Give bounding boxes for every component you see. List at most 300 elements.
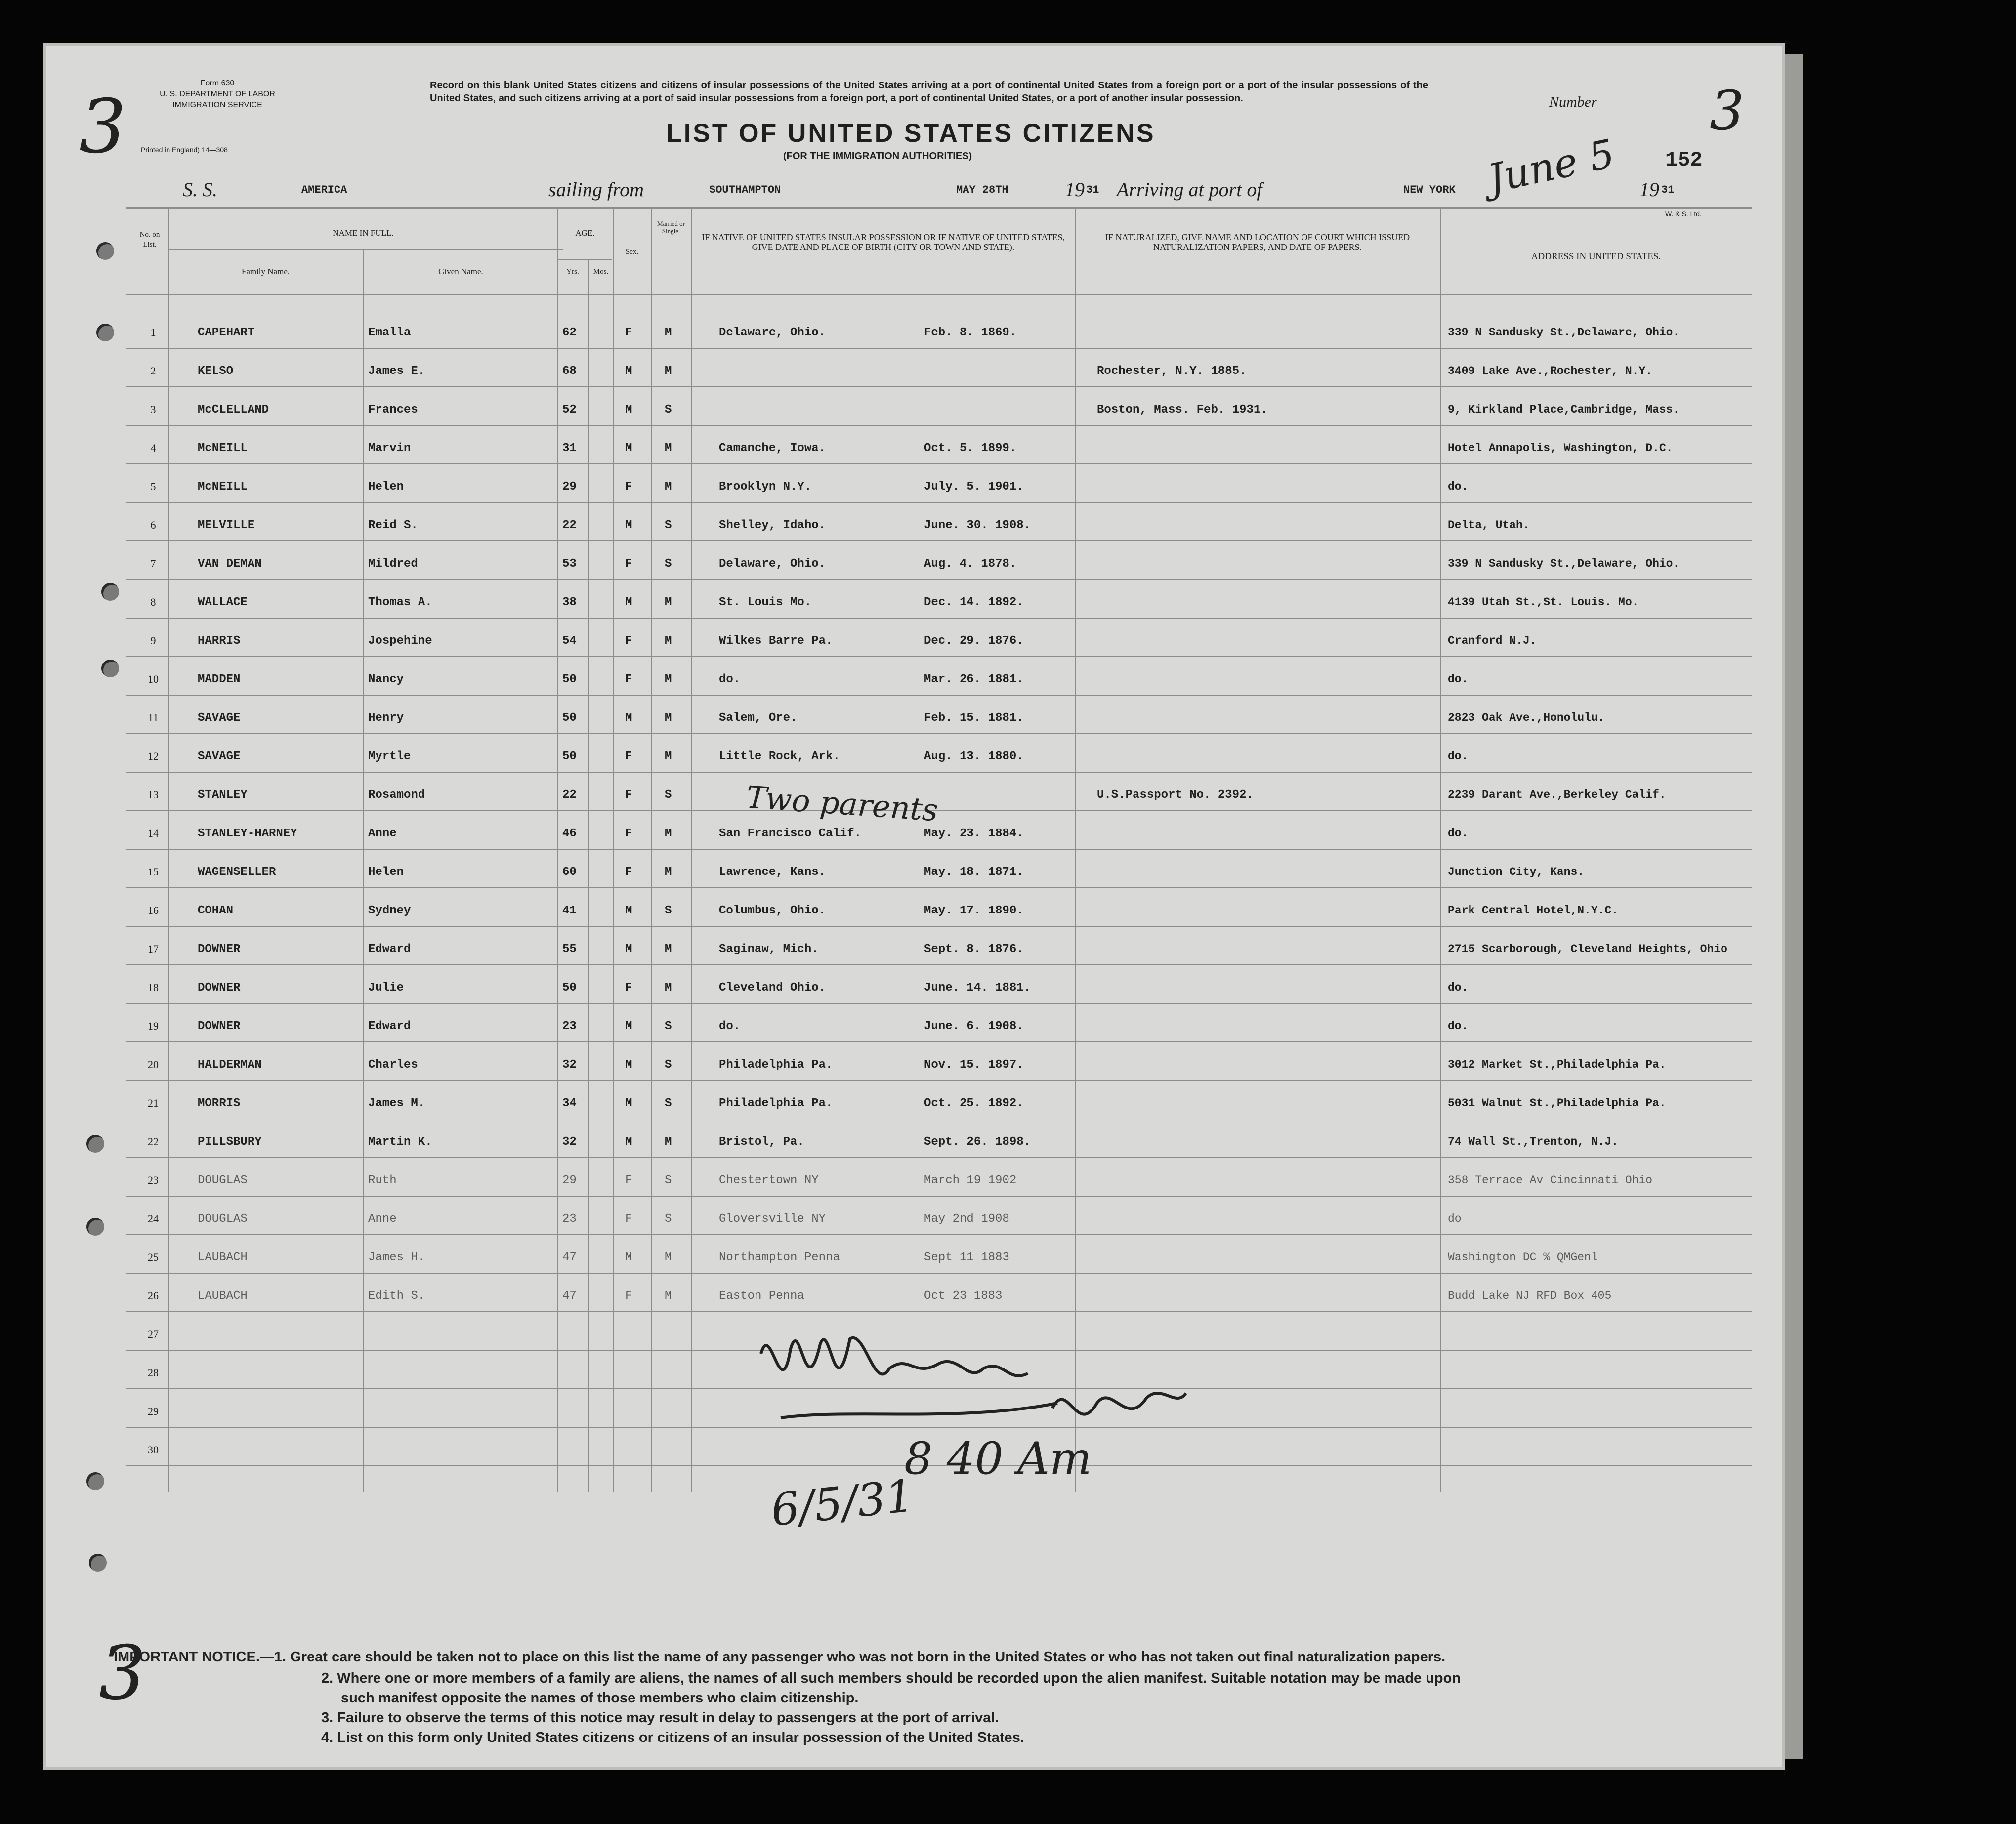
table-header-rule — [126, 294, 1752, 295]
row-given-name: Anne — [368, 1212, 397, 1226]
row-birth-place: Cleveland Ohio. — [719, 981, 826, 995]
departure-date: MAY 28TH — [956, 184, 1008, 196]
row-given-name: Martin K. — [368, 1135, 432, 1149]
notice-item-2: 2. Where one or more members of a family are aliens, the names of all such members should be recorded upon the alien manifest. Suitable notation may be made upon — [321, 1670, 1461, 1686]
row-family-name: VAN DEMAN — [198, 557, 262, 571]
arrival-year-prefix: 19 — [1639, 178, 1659, 201]
row-number: 8 — [150, 596, 156, 608]
row-number: 28 — [148, 1367, 159, 1379]
col-yrs: Yrs. — [566, 268, 579, 276]
row-birth-place: Chestertown NY — [719, 1174, 819, 1187]
row-age: 53 — [562, 557, 577, 571]
row-address: 3012 Market St.,Philadelphia Pa. — [1448, 1058, 1666, 1071]
row-rule — [126, 425, 1752, 426]
row-family-name: HARRIS — [198, 634, 241, 648]
row-rule — [126, 810, 1752, 811]
row-number: 19 — [148, 1020, 159, 1032]
row-family-name: MELVILLE — [198, 519, 255, 532]
notice-heading: IMPORTANT NOTICE. — [114, 1649, 260, 1665]
row-number: 21 — [148, 1097, 159, 1109]
row-sex: F — [625, 326, 632, 339]
row-birth-place: Lawrence, Kans. — [719, 866, 826, 879]
row-age: 50 — [562, 673, 577, 686]
binder-hole — [86, 1218, 104, 1236]
binder-hole — [86, 1135, 104, 1153]
row-sex: F — [625, 866, 632, 879]
row-marital-status: S — [665, 1020, 672, 1033]
row-marital-status: S — [665, 904, 672, 917]
two-parents-note: Two parents — [745, 779, 939, 829]
row-family-name: SAVAGE — [198, 750, 241, 763]
departure-year: 31 — [1086, 184, 1099, 196]
row-rule — [126, 964, 1752, 965]
row-rule — [126, 849, 1752, 850]
row-number: 1 — [150, 326, 156, 338]
binder-hole — [96, 242, 114, 260]
row-family-name: KELSO — [198, 365, 234, 378]
row-marital-status: M — [665, 750, 672, 763]
row-given-name: Jospehine — [368, 634, 432, 648]
row-family-name: STANLEY — [198, 788, 248, 802]
row-family-name: DOWNER — [198, 1020, 241, 1033]
row-age: 68 — [562, 365, 577, 378]
row-given-name: James M. — [368, 1097, 425, 1110]
ss-label: S. S. — [183, 178, 217, 201]
row-family-name: DOUGLAS — [198, 1212, 248, 1226]
row-given-name: Henry — [368, 711, 404, 725]
row-sex: M — [625, 943, 632, 956]
row-age: 22 — [562, 788, 577, 802]
row-rule — [126, 386, 1752, 387]
row-birth-date: March 19 1902 — [924, 1174, 1017, 1187]
row-family-name: STANLEY-HARNEY — [198, 827, 297, 840]
row-rule — [126, 772, 1752, 773]
row-given-name: Emalla — [368, 326, 411, 339]
row-birth-place: Camanche, Iowa. — [719, 442, 826, 455]
col-given: Given Name. — [438, 267, 483, 276]
notice-line-1 — [114, 1648, 1445, 1666]
row-family-name: COHAN — [198, 904, 234, 917]
row-birth-date: Sept 11 1883 — [924, 1251, 1009, 1264]
row-age: 52 — [562, 403, 577, 416]
row-sex: F — [625, 1212, 632, 1226]
row-age: 29 — [562, 1174, 577, 1187]
page-edge — [1785, 54, 1803, 1759]
notice-item-4: 4. List on this form only United States citizens or citizens of an insular possession of the United States. — [321, 1730, 1024, 1745]
row-family-name: LAUBACH — [198, 1251, 248, 1264]
row-number: 2 — [150, 365, 156, 377]
row-birth-date: Oct 23 1883 — [924, 1289, 1003, 1303]
row-number: 9 — [150, 634, 156, 647]
row-rule — [126, 695, 1752, 696]
row-marital-status: M — [665, 1251, 672, 1264]
row-marital-status: M — [665, 442, 672, 455]
row-marital-status: S — [665, 1212, 672, 1226]
row-number: 6 — [150, 519, 156, 531]
row-birth-place: Easton Penna — [719, 1289, 804, 1303]
row-address: do — [1448, 1212, 1462, 1225]
row-address: 339 N Sandusky St.,Delaware, Ohio. — [1448, 557, 1680, 570]
row-number: 13 — [148, 788, 159, 801]
row-address: 2823 Oak Ave.,Honolulu. — [1448, 711, 1605, 724]
row-birth-date: Dec. 14. 1892. — [924, 596, 1024, 609]
row-sex: F — [625, 673, 632, 686]
row-rule — [126, 1003, 1752, 1004]
col-divider-naturalized — [1440, 207, 1441, 1492]
row-marital-status: M — [665, 1289, 672, 1303]
inspection-date: 6/5/31 — [768, 1470, 917, 1536]
row-family-name: DOUGLAS — [198, 1174, 248, 1187]
row-family-name: MADDEN — [198, 673, 241, 686]
row-rule — [126, 618, 1752, 619]
row-given-name: Rosamond — [368, 788, 425, 802]
notice-item-2-cont: such manifest opposite the names of those members who claim citizenship. — [341, 1690, 859, 1706]
row-given-name: Helen — [368, 866, 404, 879]
row-family-name: McCLELLAND — [198, 403, 269, 416]
row-given-name: Charles — [368, 1058, 418, 1072]
row-address: do. — [1448, 480, 1469, 493]
row-given-name: Julie — [368, 981, 404, 995]
row-number: 5 — [150, 480, 156, 493]
row-marital-status: S — [665, 1097, 672, 1110]
row-birth-date: May 2nd 1908 — [924, 1212, 1009, 1226]
row-marital-status: S — [665, 557, 672, 571]
row-marital-status: S — [665, 788, 672, 802]
form-number: Form 630 — [200, 79, 235, 87]
age-subheader-rule — [557, 259, 612, 260]
row-marital-status: M — [665, 365, 672, 378]
row-age: 62 — [562, 326, 577, 339]
col-divider-no — [168, 207, 169, 1492]
row-family-name: WALLACE — [198, 596, 248, 609]
arrival-date-handwritten: June 5 — [1484, 130, 1619, 202]
row-marital-status: M — [665, 866, 672, 879]
row-birth-date: May. 18. 1871. — [924, 866, 1024, 879]
row-address: 2239 Darant Ave.,Berkeley Calif. — [1448, 788, 1666, 801]
row-family-name: DOWNER — [198, 943, 241, 956]
row-rule — [126, 1157, 1752, 1158]
row-address: Park Central Hotel,N.Y.C. — [1448, 904, 1619, 917]
notice-item-1: —1. Great care should be taken not to place on this list the name of any passenger who was not born in the United States or who has not taken out final naturalization papers. — [259, 1649, 1446, 1665]
row-sex: F — [625, 1289, 632, 1303]
row-address: Washington DC % QMGenl — [1448, 1251, 1598, 1264]
row-address: 2715 Scarborough, Cleveland Heights, Ohio — [1448, 943, 1727, 955]
row-address: Junction City, Kans. — [1448, 866, 1585, 878]
row-marital-status: M — [665, 711, 672, 725]
row-given-name: Edith S. — [368, 1289, 425, 1303]
row-family-name: WAGENSELLER — [198, 866, 276, 879]
row-number: 23 — [148, 1174, 159, 1186]
row-given-name: Anne — [368, 827, 397, 840]
row-number: 10 — [148, 673, 159, 685]
col-naturalized: IF NATURALIZED, GIVE NAME AND LOCATION OF COURT WHICH ISSUED NATURALIZATION PAPERS, AND DATE OF PAPERS. — [1105, 232, 1410, 252]
col-age: AGE. — [575, 228, 595, 238]
row-birth-date: Aug. 13. 1880. — [924, 750, 1024, 763]
year-prefix: 19 — [1065, 178, 1085, 201]
arrival-port: NEW YORK — [1403, 184, 1456, 196]
row-given-name: Nancy — [368, 673, 404, 686]
number-value: 3 — [1710, 79, 1744, 142]
row-address: Budd Lake NJ RFD Box 405 — [1448, 1289, 1612, 1302]
row-rule — [126, 348, 1752, 349]
row-address: 5031 Walnut St.,Philadelphia Pa. — [1448, 1097, 1666, 1110]
row-marital-status: M — [665, 1135, 672, 1149]
binder-hole — [96, 324, 114, 341]
row-sex: M — [625, 519, 632, 532]
row-age: 23 — [562, 1212, 577, 1226]
row-birth-place: Philadelphia Pa. — [719, 1097, 833, 1110]
col-divider-age — [613, 207, 614, 1492]
table-top-rule — [126, 207, 1752, 209]
row-sex: M — [625, 365, 632, 378]
printer-mark: W. & S. Ltd. — [1665, 210, 1702, 218]
row-birth-date: Nov. 15. 1897. — [924, 1058, 1024, 1072]
binder-hole — [86, 1472, 104, 1490]
row-rule — [126, 579, 1752, 580]
row-number: 14 — [148, 827, 159, 839]
row-birth-date: Aug. 4. 1878. — [924, 557, 1017, 571]
row-marital-status: M — [665, 326, 672, 339]
row-age: 50 — [562, 750, 577, 763]
col-sex: Sex. — [625, 248, 639, 256]
row-address: 358 Terrace Av Cincinnati Ohio — [1448, 1174, 1653, 1187]
col-divider-native — [1075, 207, 1076, 1492]
row-marital-status: S — [665, 519, 672, 532]
row-sex: F — [625, 827, 632, 840]
col-mos: Mos. — [593, 268, 609, 276]
row-birth-place: Philadelphia Pa. — [719, 1058, 833, 1072]
row-birth-place: Little Rock, Ark. — [719, 750, 840, 763]
page-title: LIST OF UNITED STATES CITIZENS — [666, 119, 1156, 148]
form-department: U. S. DEPARTMENT OF LABOR — [160, 90, 275, 98]
row-marital-status: M — [665, 673, 672, 686]
row-given-name: Mildred — [368, 557, 418, 571]
page-number: 152 — [1665, 148, 1703, 172]
row-birth-place: Shelley, Idaho. — [719, 519, 826, 532]
row-given-name: Ruth — [368, 1174, 397, 1187]
row-rule — [126, 540, 1752, 541]
row-address: Cranford N.J. — [1448, 634, 1537, 647]
row-address: do. — [1448, 750, 1469, 763]
row-address: 339 N Sandusky St.,Delaware, Ohio. — [1448, 326, 1680, 339]
row-number: 20 — [148, 1058, 159, 1071]
binder-hole — [101, 660, 119, 677]
row-birth-place: Delaware, Ohio. — [719, 557, 826, 571]
row-sex: M — [625, 1135, 632, 1149]
row-age: 60 — [562, 866, 577, 879]
row-family-name: SAVAGE — [198, 711, 241, 725]
row-birth-date: Feb. 8. 1869. — [924, 326, 1017, 339]
row-number: 15 — [148, 866, 159, 878]
row-marital-status: M — [665, 596, 672, 609]
row-number: 17 — [148, 943, 159, 955]
row-age: 31 — [562, 442, 577, 455]
row-given-name: Sydney — [368, 904, 411, 917]
row-number: 18 — [148, 981, 159, 994]
row-sex: M — [625, 711, 632, 725]
row-marital-status: S — [665, 403, 672, 416]
row-given-name: James H. — [368, 1251, 425, 1264]
row-birth-date: July. 5. 1901. — [924, 480, 1024, 494]
corner-mark-top: 3 — [79, 84, 126, 170]
binder-hole — [89, 1554, 107, 1572]
row-sex: M — [625, 1020, 632, 1033]
row-sex: F — [625, 750, 632, 763]
row-rule — [126, 733, 1752, 734]
row-address: Hotel Annapolis, Washington, D.C. — [1448, 442, 1673, 455]
row-age: 54 — [562, 634, 577, 648]
binder-hole — [101, 583, 119, 601]
row-marital-status: M — [665, 480, 672, 494]
row-given-name: Edward — [368, 943, 411, 956]
name-subheader-rule — [168, 249, 563, 250]
row-birth-place: Gloversville NY — [719, 1212, 826, 1226]
row-number: 25 — [148, 1251, 159, 1263]
row-sex: M — [625, 596, 632, 609]
row-birth-date: Sept. 26. 1898. — [924, 1135, 1031, 1149]
row-rule — [126, 887, 1752, 888]
row-sex: F — [625, 557, 632, 571]
corner-mark-bottom: 3 — [99, 1630, 146, 1716]
row-address: 9, Kirkland Place,Cambridge, Mass. — [1448, 403, 1680, 416]
row-sex: M — [625, 442, 632, 455]
row-given-name: Thomas A. — [368, 596, 432, 609]
row-birth-place: Brooklyn N.Y. — [719, 480, 812, 494]
col-divider-given — [557, 207, 558, 1492]
row-family-name: PILLSBURY — [198, 1135, 262, 1149]
col-married: Married or Single. — [657, 220, 685, 235]
row-address: do. — [1448, 981, 1469, 994]
row-address: do. — [1448, 827, 1469, 840]
col-divider-married — [691, 207, 692, 1492]
row-birth-place: Saginaw, Mich. — [719, 943, 819, 956]
row-birth-date: June. 30. 1908. — [924, 519, 1031, 532]
row-address: do. — [1448, 673, 1469, 686]
row-birth-date: May. 17. 1890. — [924, 904, 1024, 917]
row-birth-date: Sept. 8. 1876. — [924, 943, 1024, 956]
row-age: 32 — [562, 1058, 577, 1072]
row-number: 22 — [148, 1135, 159, 1148]
row-birth-place: Columbus, Ohio. — [719, 904, 826, 917]
row-rule — [126, 1080, 1752, 1081]
row-sex: M — [625, 1058, 632, 1072]
arrival-year: 31 — [1661, 184, 1675, 196]
row-age: 29 — [562, 480, 577, 494]
row-family-name: HALDERMAN — [198, 1058, 262, 1072]
row-address: 3409 Lake Ave.,Rochester, N.Y. — [1448, 365, 1653, 377]
inspection-time: 8 40 Am — [904, 1433, 1092, 1485]
row-sex: F — [625, 634, 632, 648]
row-given-name: Marvin — [368, 442, 411, 455]
row-naturalization: Rochester, N.Y. 1885. — [1097, 365, 1247, 378]
page-subtitle: (FOR THE IMMIGRATION AUTHORITIES) — [783, 151, 972, 162]
col-divider-sex — [651, 207, 652, 1492]
row-birth-place: do. — [719, 1020, 741, 1033]
row-number: 16 — [148, 904, 159, 916]
row-birth-place: Wilkes Barre Pa. — [719, 634, 833, 648]
sailing-label: sailing from — [548, 178, 644, 201]
row-birth-date: Oct. 5. 1899. — [924, 442, 1017, 455]
row-birth-date: May. 23. 1884. — [924, 827, 1024, 840]
row-age: 50 — [562, 711, 577, 725]
row-number: 29 — [148, 1405, 159, 1417]
row-family-name: McNEILL — [198, 480, 248, 494]
row-sex: M — [625, 403, 632, 416]
row-age: 47 — [562, 1251, 577, 1264]
row-rule — [126, 1196, 1752, 1197]
row-rule — [126, 1234, 1752, 1235]
row-marital-status: M — [665, 943, 672, 956]
row-given-name: Edward — [368, 1020, 411, 1033]
row-sex: M — [625, 904, 632, 917]
row-age: 55 — [562, 943, 577, 956]
row-birth-date: June. 14. 1881. — [924, 981, 1031, 995]
row-number: 7 — [150, 557, 156, 570]
row-number: 24 — [148, 1212, 159, 1225]
row-number: 26 — [148, 1289, 159, 1302]
row-number: 3 — [150, 403, 156, 415]
row-address: do. — [1448, 1020, 1469, 1033]
row-marital-status: M — [665, 981, 672, 995]
row-family-name: MORRIS — [198, 1097, 241, 1110]
col-name-in-full: NAME IN FULL. — [333, 228, 394, 238]
row-family-name: LAUBACH — [198, 1289, 248, 1303]
row-age: 50 — [562, 981, 577, 995]
row-age: 46 — [562, 827, 577, 840]
col-divider-yrs — [588, 259, 589, 1492]
row-sex: F — [625, 480, 632, 494]
row-number: 12 — [148, 750, 159, 762]
row-rule — [126, 1273, 1752, 1274]
row-age: 23 — [562, 1020, 577, 1033]
row-marital-status: S — [665, 1058, 672, 1072]
row-address: 4139 Utah St.,St. Louis. Mo. — [1448, 596, 1639, 609]
row-address: 74 Wall St.,Trenton, N.J. — [1448, 1135, 1619, 1148]
row-address: Delta, Utah. — [1448, 519, 1530, 532]
row-sex: F — [625, 981, 632, 995]
col-native: IF NATIVE OF UNITED STATES INSULAR POSSESSION OR IF NATIVE OF UNITED STATES, GIVE DATE AND PLACE OF BIRTH (CITY OR TOWN AND STATE). — [702, 232, 1065, 252]
form-meta — [133, 78, 301, 111]
ship-name: AMERICA — [301, 184, 347, 196]
row-given-name: Myrtle — [368, 750, 411, 763]
number-label: Number — [1549, 94, 1597, 110]
row-birth-place: Northampton Penna — [719, 1251, 840, 1264]
row-birth-place: Bristol, Pa. — [719, 1135, 804, 1149]
row-birth-place: Delaware, Ohio. — [719, 326, 826, 339]
row-given-name: Helen — [368, 480, 404, 494]
row-sex: F — [625, 788, 632, 802]
row-birth-date: Mar. 26. 1881. — [924, 673, 1024, 686]
row-rule — [126, 926, 1752, 927]
departure-port: SOUTHAMPTON — [709, 184, 781, 196]
row-naturalization: U.S.Passport No. 2392. — [1097, 788, 1254, 802]
row-birth-date: Dec. 29. 1876. — [924, 634, 1024, 648]
row-family-name: DOWNER — [198, 981, 241, 995]
form-service: IMMIGRATION SERVICE — [172, 101, 262, 109]
notice-item-3: 3. Failure to observe the terms of this notice may result in delay to passengers at the port of arrival. — [321, 1710, 999, 1726]
row-age: 41 — [562, 904, 577, 917]
col-divider-family — [363, 249, 364, 1492]
row-sex: M — [625, 1097, 632, 1110]
col-address: ADDRESS IN UNITED STATES. — [1531, 251, 1661, 262]
printed-note: Printed in England) 14—308 — [141, 146, 228, 154]
row-rule — [126, 1041, 1752, 1042]
row-family-name: CAPEHART — [198, 326, 255, 339]
row-given-name: James E. — [368, 365, 425, 378]
row-family-name: McNEILL — [198, 442, 248, 455]
row-number: 30 — [148, 1444, 159, 1456]
row-marital-status: M — [665, 827, 672, 840]
